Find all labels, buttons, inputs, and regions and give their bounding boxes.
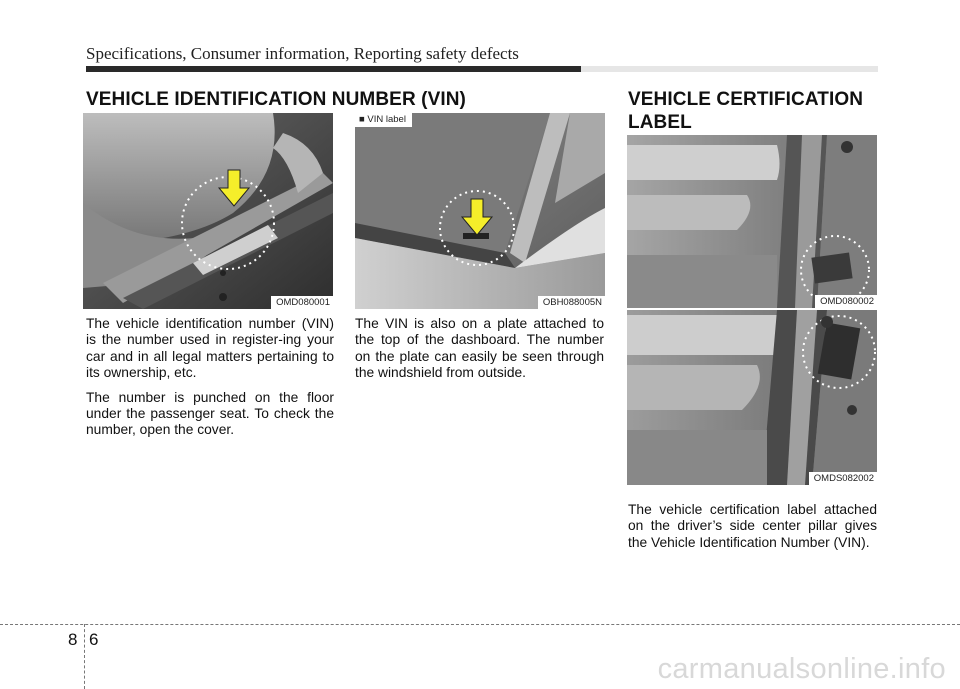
certification-heading-line2: LABEL <box>628 112 692 133</box>
footer-rule <box>0 624 960 625</box>
certification-heading <box>628 88 863 134</box>
photo-pillar-label-1 <box>627 135 877 308</box>
photo-pillar-label-2 <box>627 310 877 485</box>
photo1-caption: OMD080001 <box>271 296 333 309</box>
vin-paragraph-1: The vehicle identification number (VIN) is the number used in register-ing your car and in all legal matters pertaining to its ownership, etc. <box>86 316 334 381</box>
footer-vertical-rule <box>84 624 85 689</box>
photo-dashboard-vin <box>355 113 605 309</box>
page-section-number: 8 <box>68 630 78 649</box>
vin-paragraph-3: The VIN is also on a plate attached to the top of the dashboard. The number on the plate can easily be seen through the windshield from outside. <box>355 316 604 381</box>
header-rule <box>86 66 878 72</box>
certification-text: The vehicle certification label attached on the driver’s side center pillar gives the Vehicle Identification Number (VIN). <box>628 502 877 550</box>
vin-text-col1 <box>86 316 334 447</box>
photo-floor-vin <box>83 113 333 309</box>
vin-paragraph-2: The number is punched on the floor under the passenger seat. To check the number, open the cover. <box>86 389 334 438</box>
photo4-caption: OMDS082002 <box>809 472 877 485</box>
page-number: 6 <box>89 630 99 649</box>
vin-heading: VEHICLE IDENTIFICATION NUMBER (VIN) <box>86 89 466 110</box>
vin-text-col2 <box>355 316 604 390</box>
photo2-caption: OBH088005N <box>538 296 605 309</box>
watermark: carmanualsonline.info <box>657 653 946 685</box>
certification-paragraph <box>628 502 877 559</box>
vin-label-tag: ■ VIN label <box>355 113 412 127</box>
certification-heading-line1: VEHICLE CERTIFICATION <box>628 89 864 110</box>
photo3-caption: OMD080002 <box>815 295 877 308</box>
page-header-title: Specifications, Consumer information, Reporting safety defects <box>86 44 519 63</box>
